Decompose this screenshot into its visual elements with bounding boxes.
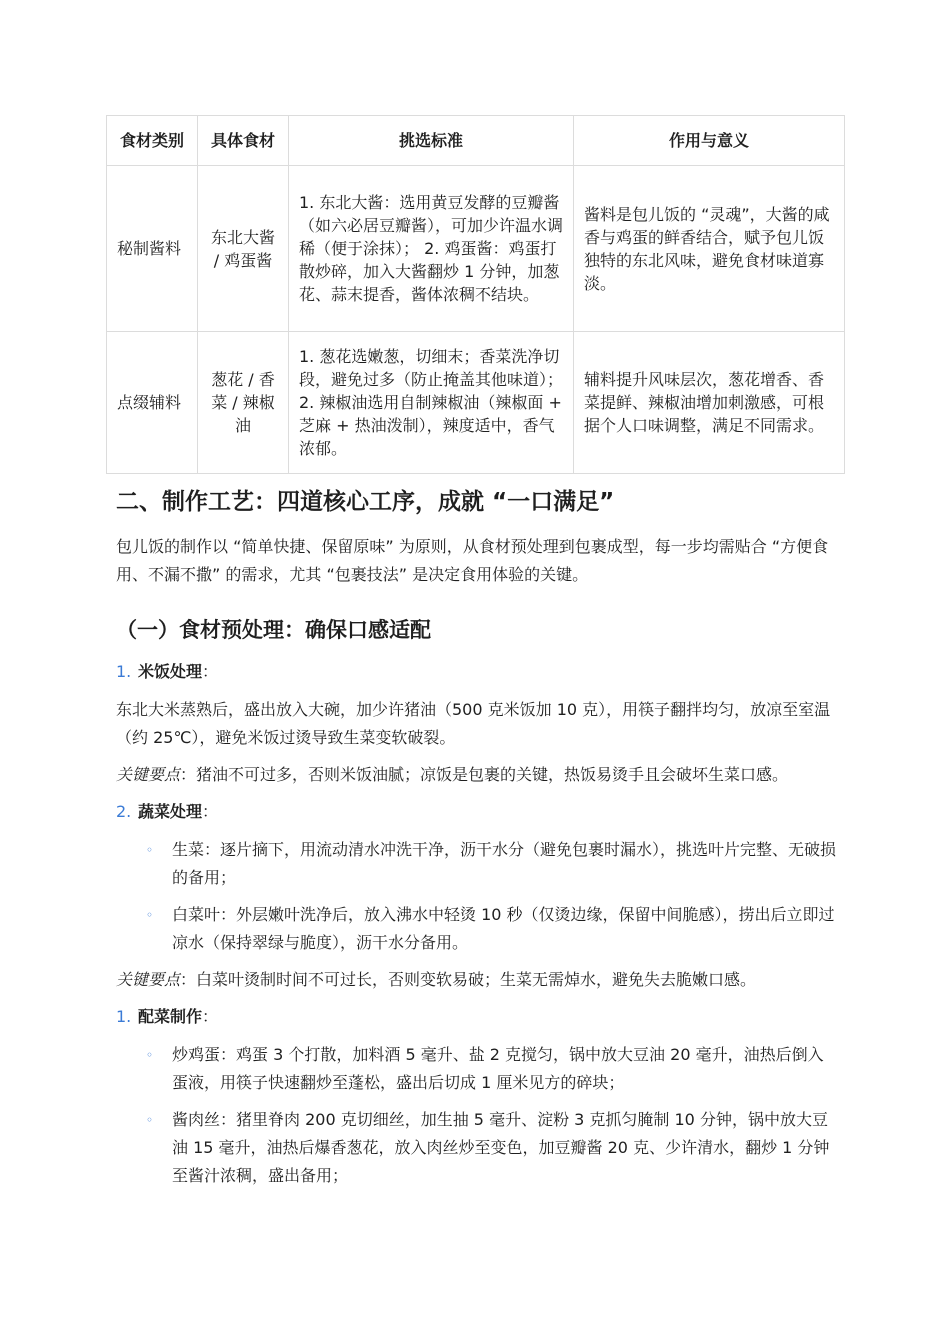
- bullet-icon: ◦: [146, 1113, 154, 1127]
- rice-paragraph: 东北大米蒸熟后，盛出放入大碗，加少许猪油（500 克米饭加 10 克），用筷子翻拌均匀，放凉至室温（约 25℃），避免米饭过烫导致生菜变软破裂。: [116, 700, 831, 747]
- cell-food: 东北大酱 / 鸡蛋酱: [198, 166, 289, 332]
- bullet-item: [146, 836, 836, 892]
- bullet-icon: ◦: [146, 1048, 154, 1062]
- cell-category: 点缀辅料: [107, 332, 198, 474]
- cell-meaning: 酱料是包儿饭的 “灵魂”，大酱的咸香与鸡蛋的鲜香结合，赋予包儿饭独特的东北风味，避免食材味道寡淡。: [574, 166, 845, 332]
- bullet-text: 生菜：逐片摘下，用流动清水冲洗干净，沥干水分（避免包裹时漏水），挑选叶片完整、无破损的备用；: [172, 840, 837, 887]
- list-item-vegetables: [116, 799, 218, 825]
- list-item-title: 蔬菜处理: [138, 802, 203, 821]
- cell-meaning: 辅料提升风味层次，葱花增香、香菜提鲜、辣椒油增加刺激感，可根据个人口味调整，满足不同需求。: [574, 332, 845, 474]
- list-item-rice: [116, 659, 218, 685]
- key-point-text: ：白菜叶烫制时间不可过长，否则变软易破；生菜无需焯水，避免失去脆嫩口感。: [180, 970, 757, 989]
- list-item-colon: ：: [202, 802, 219, 821]
- key-point: [116, 761, 846, 789]
- list-item-title: 配菜制作: [138, 1007, 203, 1026]
- header-food: 具体食材: [198, 116, 289, 166]
- header-category: 食材类别: [107, 116, 198, 166]
- bullet-icon: ◦: [146, 908, 154, 922]
- list-item-colon: ：: [202, 662, 219, 681]
- bullet-text: 白菜叶：外层嫩叶洗净后，放入沸水中轻烫 10 秒（仅烫边缘，保留中间脆感），捞出后立即过凉水（保持翠绿与脆度），沥干水分备用。: [172, 905, 835, 952]
- table-header-row: [107, 116, 845, 166]
- bullet-text: 酱肉丝：猪里脊肉 200 克切细丝，加生抽 5 毫升、淀粉 3 克抓匀腌制 10 分钟，锅中放大豆油 15 毫升，油热后爆香葱花，放入肉丝炒至变色，加豆瓣酱 20 克、少许清水，翻炒 1 分钟至酱汁浓稠，盛出备用；: [172, 1110, 830, 1185]
- key-point-text: ：猪油不可过多，否则米饭油腻；凉饭是包裹的关键，热饭易烫手且会破坏生菜口感。: [180, 765, 789, 784]
- cell-food: 葱花 / 香菜 / 辣椒油: [198, 332, 289, 474]
- list-item-side-dishes: [116, 1004, 218, 1030]
- bullet-item: [146, 1106, 836, 1190]
- header-standard: 挑选标准: [289, 116, 574, 166]
- subsection-heading: （一）食材预处理：确保口感适配: [116, 618, 431, 642]
- list-item-colon: ：: [202, 1007, 219, 1026]
- table-row: [107, 332, 845, 474]
- header-meaning: 作用与意义: [574, 116, 845, 166]
- key-point-label: 关键要点: [116, 970, 181, 989]
- bullet-item: [146, 1041, 836, 1097]
- intro-paragraph: 包儿饭的制作以 “简单快捷、保留原味” 为原则，从食材预处理到包裹成型，每一步均需贴合 “方便食用、不漏不撒” 的需求，尤其 “包裹技法” 是决定食用体验的关键。: [116, 537, 829, 584]
- ingredients-table: [106, 115, 845, 474]
- key-point-label: 关键要点: [116, 765, 181, 784]
- bullet-item: [146, 901, 836, 957]
- list-number: 1.: [116, 662, 132, 681]
- section-heading: 二、制作工艺：四道核心工序，成就 “一口满足”: [116, 489, 615, 515]
- cell-standard: 1. 葱花选嫩葱，切细末；香菜洗净切段，避免过多（防止掩盖其他味道）； 2. 辣椒油选用自制辣椒油（辣椒面 + 芝麻 + 热油泼制），辣度适中，香气浓郁。: [289, 332, 574, 474]
- cell-category: 秘制酱料: [107, 166, 198, 332]
- cell-standard: 1. 东北大酱：选用黄豆发酵的豆瓣酱（如六必居豆瓣酱），可加少许温水调稀（便于涂抹）； 2. 鸡蛋酱：鸡蛋打散炒碎，加入大酱翻炒 1 分钟，加葱花、蒜末提香，酱体浓稠不结块。: [289, 166, 574, 332]
- list-number: 2.: [116, 802, 132, 821]
- bullet-text: 炒鸡蛋：鸡蛋 3 个打散，加料酒 5 毫升、盐 2 克搅匀，锅中放大豆油 20 毫升，油热后倒入蛋液，用筷子快速翻炒至蓬松，盛出后切成 1 厘米见方的碎块；: [172, 1045, 824, 1092]
- table-row: [107, 166, 845, 332]
- list-item-title: 米饭处理: [138, 662, 203, 681]
- bullet-icon: ◦: [146, 843, 154, 857]
- key-point: [116, 966, 846, 994]
- list-number: 1.: [116, 1007, 132, 1026]
